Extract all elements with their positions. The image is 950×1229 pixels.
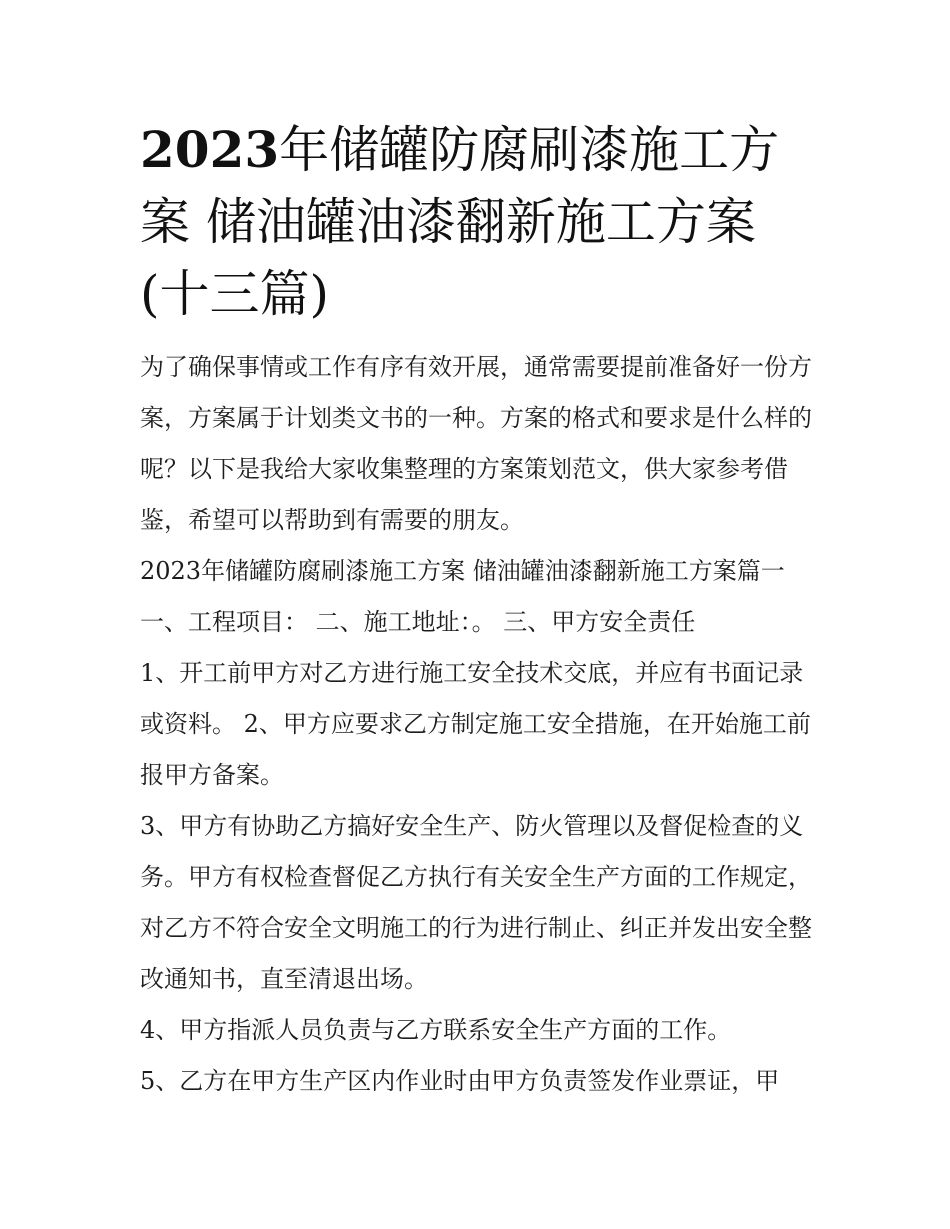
clause-5: 5、乙方在甲方生产区内作业时由甲方负责签发作业票证，甲 <box>140 1067 780 1095</box>
clause-4: 4、甲方指派人员负责与乙方联系安全生产方面的工作。 <box>140 1016 732 1044</box>
title-text: 年储罐防腐刷漆施工方案 储油罐油漆翻新施工方案(十三篇) <box>140 121 780 323</box>
clause-1-2: 1、开工前甲方对乙方进行施工安全技术交底，并应有书面记录或资料。 2、甲方应要求乙方制定施工安全措施，在开始施工前报甲方备案。 <box>140 659 811 789</box>
intro-paragraph: 为了确保事情或工作有序有效开展，通常需要提前准备好一份方案，方案属于计划类文书的一种。方案的格式和要求是什么样的呢？以下是我给大家收集整理的方案策划范文，供大家参考借鉴，希望可以帮助到有需要的朋友。 <box>140 353 812 534</box>
section-heading: 2023年储罐防腐刷漆施工方案 储油罐油漆翻新施工方案篇一 <box>140 557 785 585</box>
document-page <box>140 114 816 1107</box>
clause-3: 3、甲方有协助乙方搞好安全生产、防火管理以及督促检查的义务。甲方有权检查督促乙方执行有关安全生产方面的工作规定，对乙方不符合安全文明施工的行为进行制止、纠正并发出安全整改通知书，直至清退出场。 <box>140 812 812 993</box>
document-title <box>140 114 816 330</box>
title-year: 2023 <box>140 120 280 179</box>
project-items-line: 一、工程项目： 二、施工地址：。 三、甲方安全责任 <box>140 608 696 636</box>
